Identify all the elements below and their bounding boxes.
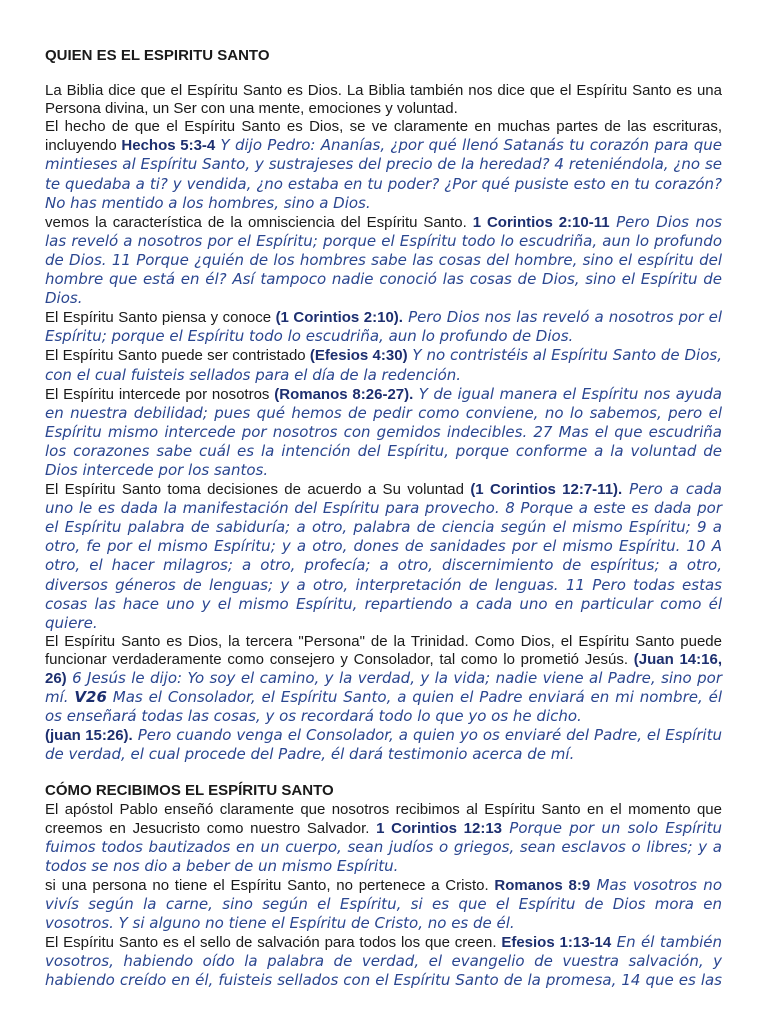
scripture-reference: (Efesios 4:30) (309, 347, 408, 365)
scripture-reference: 1 Corintios 12:13 (376, 819, 502, 837)
paragraph (45, 726, 722, 764)
scripture-reference: Romanos 8:9 (494, 876, 591, 894)
scripture-reference: (1 Corintios 12:7-11). (470, 481, 623, 499)
paragraph (45, 933, 722, 990)
paragraph (45, 308, 722, 346)
section-heading: QUIEN ES EL ESPIRITU SANTO (45, 47, 270, 64)
body-text: si una persona no tiene el Espíritu Santo, no pertenece a Cristo. (45, 876, 495, 894)
verse-number: V26 (74, 688, 107, 707)
scripture-quote: Mas vosotros no vivís según la carne, sino según el Espíritu, si es que el Espíritu de Dios mora en vosotros. Y si alguno no tiene el Espíritu de Cristo, no es de él. (45, 875, 722, 933)
scripture-quote: En él también vosotros, habiendo oído la palabra de verdad, el evangelio de vuestra salvación, y habiendo creído en él, fuisteis sellados con el Espíritu Santo de la promesa, 14 que es las (45, 933, 722, 990)
paragraph (45, 82, 722, 118)
scripture-quote: 6 Jesús le dijo: Yo soy el camino, y la verdad, y la vida; nadie viene al Padre, sino por mí. (45, 669, 722, 707)
body-text: El Espíritu Santo toma decisiones de acuerdo a Su voluntad (45, 481, 471, 499)
scripture-quote: Y de igual manera el Espíritu nos ayuda en nuestra debilidad; pues qué hemos de pedir como conviene, no lo sabemos, pero el Espíritu mismo intercede por nosotros con gemidos indecibles. 27 Mas el que escudriña los corazones sabe cuál es la intención del Espíritu, porque conforme a la voluntad de Dios intercede por los santos. (45, 384, 722, 479)
scripture-quote: Pero cuando venga el Consolador, a quien yo os enviaré del Padre, el Espíritu de verdad, el cual procede del Padre, él dará testimonio acerca de mí. (45, 726, 722, 764)
scripture-reference: Hechos 5:3-4 (121, 137, 216, 155)
scripture-quote: Pero Dios nos las reveló a nosotros por el Espíritu; porque el Espíritu todo lo escudriña, aun lo profundo de Dios. (45, 308, 723, 346)
body-text: El Espíritu Santo es Dios, la tercera "Persona" de la Trinidad. Como Dios, el Espíritu Santo puede funcionar verdaderamente como consejero y Consolador, tal como lo prometió Jesús. (45, 632, 722, 668)
paragraph (45, 346, 722, 384)
body-text: El apóstol Pablo enseñó claramente que nosotros recibimos al Espíritu Santo en el momento que creemos en Jesucristo como nuestro Salvador. (45, 800, 722, 837)
scripture-quote: Mas el Consolador, el Espíritu Santo, a quien el Padre enviará en mi nombre, él os enseñará todas las cosas, y os recordará todo lo que yo os he dicho. (45, 688, 722, 726)
scripture-reference: 1 Corintios 2:10-11 (472, 213, 610, 231)
scripture-reference: (Romanos 8:26-27). (274, 385, 414, 403)
scripture-quote: Y no contristéis al Espíritu Santo de Dios, con el cual fuisteis sellados para el día de la redención. (45, 346, 722, 384)
paragraph (45, 876, 722, 933)
paragraph (45, 385, 722, 480)
body-text: El Espíritu Santo piensa y conoce (45, 309, 276, 327)
scripture-quote: Y dijo Pedro: Ananías, ¿por qué llenó Satanás tu corazón para que mintieses al Espíritu Santo, y sustrajeses del precio de la heredad? 4 reteniéndola, ¿no se te quedaba a ti? y vendida, ¿no estaba en tu poder? ¿Por qué pusiste esto en tu corazón? No has mentido a los hombres, sino a Dios. (45, 136, 722, 212)
scripture-reference: (1 Corintios 2:10). (275, 309, 403, 327)
body-text: El Espíritu intercede por nosotros (45, 385, 275, 403)
paragraph (45, 480, 722, 633)
section-heading: CÓMO RECIBIMOS EL ESPÍRITU SANTO (45, 782, 334, 800)
paragraph (45, 801, 722, 876)
scripture-reference: (Juan 14:16, 26) (45, 650, 722, 687)
body-text: vemos la característica de la omnisciencia del Espíritu Santo. (45, 213, 473, 231)
scripture-reference: (juan 15:26). (45, 727, 133, 745)
paragraph (45, 213, 722, 308)
scripture-quote: Porque por un solo Espíritu fuimos todos bautizados en un cuerpo, sean judíos o griegos, sean esclavos o libres; y a todos se nos dio a beber de un mismo Espíritu. (45, 818, 722, 875)
scripture-quote: Pero Dios nos las reveló a nosotros por el Espíritu; porque el Espíritu todo lo escudriña, aun lo profundo de Dios. 11 Porque ¿quién de los hombres sabe las cosas del hombre, sino el espíritu del hombre que está en él? Así tampoco nadie conoció las cosas de Dios, sino el Espíritu de Dios. (45, 212, 722, 308)
body-text: La Biblia dice que el Espíritu Santo es Dios. La Biblia también nos dice que el Espíritu Santo es una Persona divina, un Ser con una mente, emociones y voluntad. (45, 82, 722, 118)
paragraph (45, 118, 722, 212)
body-text: El Espíritu Santo es el sello de salvación para todos los que creen. (45, 934, 502, 952)
scripture-reference: Efesios 1:13-14 (501, 934, 612, 952)
scripture-quote: Pero a cada uno le es dada la manifestación del Espíritu para provecho. 8 Porque a este es dada por el Espíritu palabra de sabiduría; a otro, palabra de ciencia según el mismo Espíritu; 9 a otro, fe por el mismo Espíritu; y a otro, dones de sanidades por el mismo Espíritu. 10 A otro, el hacer milagros; a otro, profecía; a otro, discernimiento de espíritus; a otro, diversos géneros de lenguas; y a otro, interpretación de lenguas. 11 Pero todas estas cosas las hace uno y el mismo Espíritu, repartiendo a cada uno en particular como él quiere. (45, 480, 722, 632)
body-text: El hecho de que el Espíritu Santo es Dios, se ve claramente en muchas partes de las escrituras, incluyendo (45, 118, 722, 155)
body-text: El Espíritu Santo puede ser contristado (45, 347, 310, 365)
paragraph (45, 633, 722, 726)
